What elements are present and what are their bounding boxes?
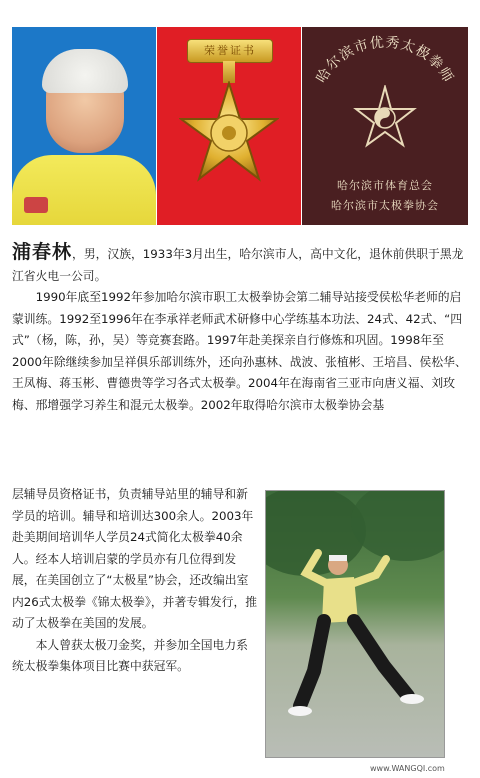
taichi-figure <box>266 491 444 757</box>
medal-photo <box>157 27 301 225</box>
medal-ribbon <box>223 61 235 83</box>
bio-paragraph-1: 1990年底至1992年参加哈尔滨市职工太极拳协会第二辅导站接受侯松华老师的启蒙训练。1992至1996年在李承祥老师武术研修中心学练基本功法、24式、42式、“四式”（杨，陈，孙，吴）等竞赛套路。1997年赴美探亲自行修炼和巩固。1998年至2000年除继续参加呈祥俱乐部训练外，还向孙惠林、战波、张植彬、王培昌、侯松华、王凤梅、蒋玉彬、曹德贵等学习各式太极拳。2004年在海南省三亚市向唐义福、刘玫梅、邢增强学习养生和混元太极拳。2002年取得哈尔滨市太极拳协会基 <box>12 290 467 412</box>
bio-intro: ，男，汉族，1933年3月出生，哈尔滨市人，高中文化，退休前供职于黑龙江省火电一公司。 <box>12 247 464 283</box>
svg-text:哈尔滨市优秀太极拳师 <box>314 35 458 86</box>
bio-paragraph-1-continued: 层辅导员资格证书，负责辅导站里的辅导和新学员的培训。辅导和培训达300余人。2003年赴美期间培训华人学员24式简化太极拳40余人。经本人培训启蒙的学员亦有几位得到发展，在美国创立了“太极星”协会，还改编出室内26式太极拳《锦太极拳》，并著专辑发行，推动了太极拳在美国的发展。 <box>12 487 258 630</box>
portrait-shirt <box>12 155 156 225</box>
certificate-emblem-icon <box>350 85 420 155</box>
portrait-hair <box>42 49 128 93</box>
shirt-emblem <box>24 197 48 213</box>
person-name: 浦春林 <box>12 241 73 263</box>
header-photo-row <box>12 27 468 225</box>
certificate-org-1: 哈尔滨市体育总会 <box>337 179 433 192</box>
watermark: www.WANGQI.com <box>370 764 445 773</box>
medal-bar <box>187 39 273 63</box>
certificate-org-2: 哈尔滨市太极拳协会 <box>331 199 439 212</box>
taichi-photo <box>265 490 445 758</box>
biography-text <box>12 242 468 416</box>
bio-paragraph-2: 本人曾获太极刀金奖，并参加全国电力系统太极拳集体项目比赛中获冠军。 <box>12 637 248 673</box>
medal-bar-text: 荣誉证书 <box>204 44 256 57</box>
portrait-photo <box>12 27 156 225</box>
certificate-title: 哈尔滨市优秀太极拳师 <box>313 35 457 86</box>
biography-continuation <box>12 484 258 678</box>
medal-star-icon <box>179 81 279 221</box>
certificate-photo <box>302 27 468 225</box>
